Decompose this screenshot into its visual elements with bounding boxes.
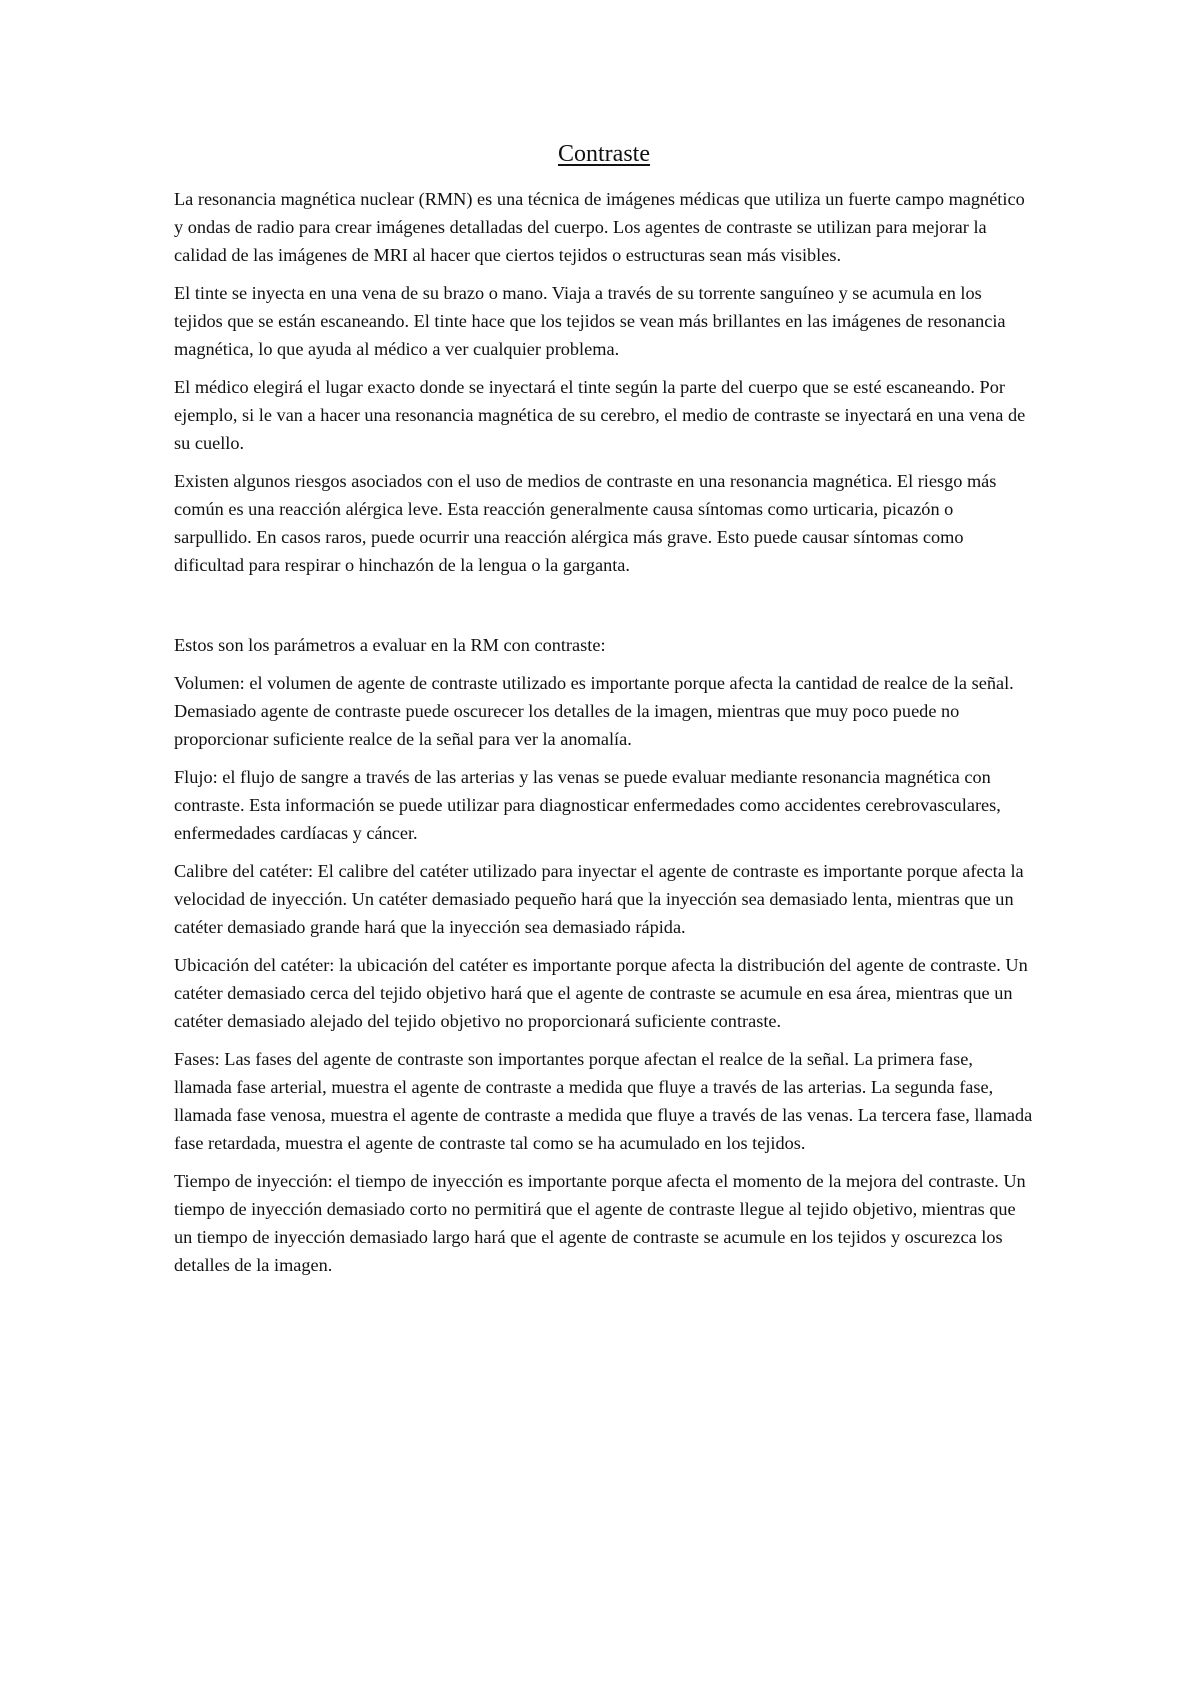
parameter-paragraph-flujo: Flujo: el flujo de sangre a través de las arterias y las venas se puede evaluar mediante resonancia magnética con contraste. Esta información se puede utilizar para diagnosticar enfermedades como accidentes cerebrovasculares, enfermedades cardíacas y cáncer.	[174, 766, 1001, 843]
intro-paragraph: El tinte se inyecta en una vena de su brazo o mano. Viaja a través de su torrente sanguíneo y se acumula en los tejidos que se están escaneando. El tinte hace que los tejidos se vean más brillantes en las imágenes de resonancia magnética, lo que ayuda al médico a ver cualquier problema.	[174, 282, 1006, 359]
document-page	[174, 140, 1034, 1289]
parameters-intro: Estos son los parámetros a evaluar en la RM con contraste:	[174, 634, 606, 655]
intro-paragraph: La resonancia magnética nuclear (RMN) es una técnica de imágenes médicas que utiliza un fuerte campo magnético y ondas de radio para crear imágenes detalladas del cuerpo. Los agentes de contraste se utilizan para mejorar la calidad de las imágenes de MRI al hacer que ciertos tejidos o estructuras sean más visibles.	[174, 188, 1025, 265]
parameter-paragraph-tiempo: Tiempo de inyección: el tiempo de inyección es importante porque afecta el momento de la mejora del contraste. Un tiempo de inyección demasiado corto no permitirá que el agente de contraste llegue al tejido objetivo, mientras que un tiempo de inyección demasiado largo hará que el agente de contraste se acumule en los tejidos y oscurezca los detalles de la imagen.	[174, 1170, 1026, 1275]
document-title: Contraste	[558, 141, 650, 167]
parameter-paragraph-calibre: Calibre del catéter: El calibre del catéter utilizado para inyectar el agente de contraste es importante porque afecta la velocidad de inyección. Un catéter demasiado pequeño hará que la inyección sea demasiado lenta, mientras que un catéter demasiado grande hará que la inyección sea demasiado rápida.	[174, 860, 1024, 937]
intro-paragraph: El médico elegirá el lugar exacto donde se inyectará el tinte según la parte del cuerpo que se esté escaneando. Por ejemplo, si le van a hacer una resonancia magnética de su cerebro, el medio de contraste se inyectará en una vena de su cuello.	[174, 376, 1026, 453]
section-spacer	[174, 589, 1034, 631]
intro-paragraph: Existen algunos riesgos asociados con el uso de medios de contraste en una resonancia magnética. El riesgo más común es una reacción alérgica leve. Esta reacción generalmente causa síntomas como urticaria, picazón o sarpullido. En casos raros, puede ocurrir una reacción alérgica más grave. Esto puede causar síntomas como dificultad para respirar o hinchazón de la lengua o la garganta.	[174, 470, 997, 575]
parameter-paragraph-ubicacion: Ubicación del catéter: la ubicación del catéter es importante porque afecta la distribución del agente de contraste. Un catéter demasiado cerca del tejido objetivo hará que el agente de contraste se acumule en esa área, mientras que un catéter demasiado alejado del tejido objetivo no proporcionará suficiente contraste.	[174, 954, 1028, 1031]
parameter-paragraph-fases: Fases: Las fases del agente de contraste son importantes porque afectan el realce de la señal. La primera fase, llamada fase arterial, muestra el agente de contraste a medida que fluye a través de las arterias. La segunda fase, llamada fase venosa, muestra el agente de contraste a medida que fluye a través de las venas. La tercera fase, llamada fase retardada, muestra el agente de contraste tal como se ha acumulado en los tejidos.	[174, 1048, 1033, 1153]
parameter-paragraph-volumen: Volumen: el volumen de agente de contraste utilizado es importante porque afecta la cantidad de realce de la señal. Demasiado agente de contraste puede oscurecer los detalles de la imagen, mientras que muy poco puede no proporcionar suficiente realce de la señal para ver la anomalía.	[174, 672, 1014, 749]
